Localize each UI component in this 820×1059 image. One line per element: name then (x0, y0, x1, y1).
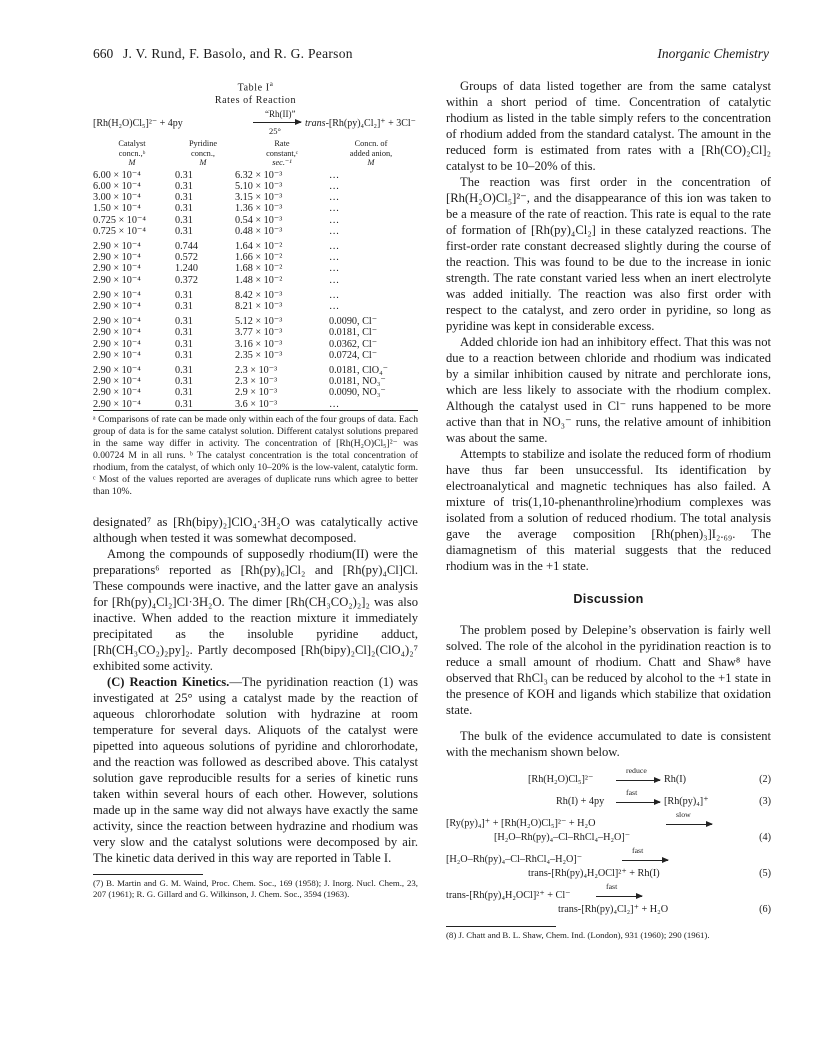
table-cell: 0.31 (175, 398, 193, 410)
table-row (93, 327, 413, 338)
reaction-arrow (616, 802, 660, 803)
table-cell: 1.66 × 10⁻² (235, 252, 283, 264)
paragraph: Among the compounds of supposedly rhodium(II) were the preparations⁶ reported as [Rh(py)₆]Cl₂ and [Rh(py)₄Cl]Cl. These compounds were inactive, and the latter gave an analysis for [Rh(py)₄Cl₂]Cl·3H₂O. The dimer [Rh(CH₃CO₂)₂]₂ was also inactive. When added to the reaction mixture it immediately precipitated as the insoluble pyridine adduct, [Rh(CH₃CO₂)₂py]₂. Partly decomposed [Rh(bipy)₂Cl]₂(ClO₄)₂⁷ exhibited some activity. (93, 546, 418, 673)
table-cell: 0.31 (175, 349, 193, 361)
table-cell: 0.31 (175, 225, 193, 237)
table-cell: 3.00 × 10⁻⁴ (93, 192, 141, 204)
table-cell: 0.0090, Cl⁻ (329, 316, 378, 328)
paragraph: Attempts to stabilize and isolate the reduced form of rhodium have thus far been unsuccessful. Its identification by electroanalytical and magnetic techniques has also failed. A mixture of tris(1,10-phenanthroline)rhodium complexes was isolated from a solution of reduced rhodium. The total analysis gave the average composition [Rh(phen)₃]I₂.₆₉. The diamagnetism of this material suggests that the reduced rhodium was in the +1 state. (446, 447, 771, 573)
table-row (93, 399, 413, 410)
equation-reactants: [Ry(py)₄]⁺ + [Rh(H₂O)Cl₅]²⁻ + H₂O (446, 818, 596, 829)
arrow-label: slow (676, 810, 691, 819)
table-cell: 3.77 × 10⁻³ (235, 327, 283, 339)
table-cell: 0.572 (175, 252, 198, 264)
reaction-arrow (666, 824, 712, 825)
equation-number: (6) (759, 904, 771, 915)
table-cell: … (329, 301, 340, 313)
rates-table (93, 139, 413, 410)
table-footnote: ᵃ Comparisons of rate can be made only within each of the four groups of data. Each group of data is for the same catalyst solution. Different catalyst solutions prepared in the same way differ in activity. The concentration of [Rh(H₂O)Cl₅]²⁻ was 0.00724 M in all runs. ᵇ The catalyst concentration is the total concentration of rhodium, from the catalyst, of which only 10–20% is the low-valent, catalytic form. ᶜ Most of the values reported are averages of duplicate runs which agree to better than 10%. (93, 413, 418, 497)
paragraph: The problem posed by Delepine’s observation is fairly well solved. The role of the alcohol in the pyridination reaction is to reduce a small amount of rhodium. Chatt and Shaw⁸ have observed that RhCl₃ can be reduced by alcohol to the +1 state in the presence of KOH and ligands which stabilize that oxidation state. (446, 623, 771, 717)
table-cell: 0.0181, Cl⁻ (329, 327, 378, 339)
table-row (93, 237, 413, 252)
mechanism-step (446, 766, 771, 788)
reaction-arrow (253, 122, 301, 123)
arrow-label: fast (632, 846, 644, 855)
column-header: Concn. of added anion, M (349, 139, 393, 168)
arrow-label: fast (626, 788, 638, 797)
table-subtitle: Rates of Reaction (214, 95, 297, 107)
reaction-arrow (616, 780, 660, 781)
table-cell: 8.42 × 10⁻³ (235, 289, 283, 301)
table-cell: 0.31 (175, 387, 193, 399)
column-header: Rate constant,ᶜ sec.⁻¹ (266, 139, 298, 168)
table-cell: 2.90 × 10⁻⁴ (93, 316, 141, 328)
equation-reactants: [Rh(H₂O)Cl₅]²⁻ (528, 774, 594, 785)
table-cell: … (329, 274, 340, 286)
equation-number: (2) (759, 774, 771, 785)
table-row (93, 203, 413, 214)
table-cell: 0.725 × 10⁻⁴ (93, 214, 146, 226)
footnote-rule (93, 874, 203, 875)
mechanism-step (446, 882, 771, 918)
table-cell: 2.90 × 10⁻⁴ (93, 241, 141, 253)
table-cell: 2.90 × 10⁻⁴ (93, 349, 141, 361)
table-cell: 3.6 × 10⁻³ (235, 398, 278, 410)
table-cell: … (329, 169, 340, 181)
table-cell: 0.31 (175, 301, 193, 313)
mechanism-step (446, 810, 771, 846)
journal-name: Inorganic Chemistry (657, 46, 769, 61)
section-heading-discussion: Discussion (573, 592, 644, 606)
table-cell: 2.90 × 10⁻⁴ (93, 252, 141, 264)
table-cell: 0.0181, ClO₄⁻ (329, 365, 389, 377)
table-cell: 2.90 × 10⁻⁴ (93, 301, 141, 313)
column-header: Catalyst concn.,ᵇ M (118, 139, 146, 168)
table-cell: 0.31 (175, 376, 193, 388)
column-header: Pyridine concn., M (188, 139, 218, 168)
paragraph: Added chloride ion had an inhibitory effect. That this was not due to a reaction between chloride and rhodium was indicated by a similar inhibition caused by nitrate and perchlorate ions, which are less likely to associate with the rhodium complex. Although the catalyst used in Cl⁻ runs happened to be more active than that in NO₃⁻ runs, the relative amount of inhibition was about the same. (446, 335, 771, 445)
table-row (93, 181, 413, 192)
table-cell: 0.31 (175, 181, 193, 193)
equation-catalyst: “Rh(II)” (265, 109, 296, 120)
equation-rhs: trans-[Rh(py)₄Cl₂]⁺ + 3Cl⁻ (305, 118, 416, 130)
paragraph: The bulk of the evidence accumulated to date is consistent with the mechanism shown below. (446, 729, 771, 759)
table-cell: 2.90 × 10⁻⁴ (93, 289, 141, 301)
table-cell: 2.90 × 10⁻⁴ (93, 327, 141, 339)
table-cell: 5.12 × 10⁻³ (235, 316, 283, 328)
table-cell: … (329, 289, 340, 301)
table-cell: 1.48 × 10⁻² (235, 274, 283, 286)
table-row (93, 312, 413, 327)
table-cell: 2.3 × 10⁻³ (235, 376, 278, 388)
table-cell: 2.3 × 10⁻³ (235, 365, 278, 377)
table-cell: 1.50 × 10⁻⁴ (93, 203, 141, 215)
table-cell: 0.31 (175, 365, 193, 377)
table-cell: 0.31 (175, 289, 193, 301)
table-row (93, 192, 413, 203)
table-cell: 1.68 × 10⁻² (235, 263, 283, 275)
table-cell: 0.31 (175, 316, 193, 328)
mechanism-equations (446, 766, 771, 918)
reaction-arrow (596, 896, 642, 897)
table-row (93, 350, 413, 361)
table-title: Table $I^a$ (237, 80, 274, 94)
equation-reactants: Rh(I) + 4py (556, 796, 605, 807)
table-rule (93, 410, 418, 411)
table-cell: … (329, 241, 340, 253)
table-row (93, 286, 413, 301)
table-row (93, 361, 413, 376)
table-row (93, 376, 413, 387)
table-cell: 1.36 × 10⁻³ (235, 203, 283, 215)
table-cell: 0.31 (175, 327, 193, 339)
footnote-rule (446, 926, 556, 927)
table-cell: 8.21 × 10⁻³ (235, 301, 283, 313)
table-cell: 0.31 (175, 169, 193, 181)
table-cell: … (329, 181, 340, 193)
paragraph: The reaction was first order in the concentration of [Rh(H₂O)Cl₅]²⁻, and the disappearance of this ion was taken to be a measure of the rate of reaction. This rate is equal to the rate of formation of [Rh(py)₄Cl₂] in these catalyzed reactions. The first-order rate constant decreased slightly during the course of the reaction. This was found to be due to the increase in ionic strength. The rate constant varied less when an inert electrolyte was added initially. The reaction was also first order with respect to the catalyst, and zero order in pyridine, so long as pyridine was kept in considerable excess. (446, 175, 771, 333)
table-cell: 3.16 × 10⁻³ (235, 338, 283, 350)
table-cell: 5.10 × 10⁻³ (235, 181, 283, 193)
table-equation (93, 109, 418, 137)
running-authors: J. V. Rund, F. Basolo, and R. G. Pearson (123, 46, 353, 61)
table-cell: 2.35 × 10⁻³ (235, 349, 283, 361)
section-heading: (C) Reaction Kinetics. (107, 674, 230, 689)
right-column (446, 78, 771, 941)
equation-reactants: [H₂O–Rh(py)₄–Cl–RhCl₄–H₂O]⁻ (446, 854, 583, 865)
table-row (93, 215, 413, 226)
equation-products: trans-[Rh(py)₄H₂OCl]²⁺ + Rh(I) (528, 868, 660, 879)
table-cell: 0.0362, Cl⁻ (329, 338, 378, 350)
table-cell: 0.31 (175, 214, 193, 226)
left-column (93, 78, 418, 900)
table-row (93, 263, 413, 274)
table-cell: 2.90 × 10⁻⁴ (93, 376, 141, 388)
equation-products: Rh(I) (664, 774, 687, 785)
table-cell: 2.90 × 10⁻⁴ (93, 338, 141, 350)
table-cell: 6.32 × 10⁻³ (235, 169, 283, 181)
equation-reactants: trans-[Rh(py)₄H₂OCl]²⁺ + Cl⁻ (446, 890, 571, 901)
table-cell: 0.725 × 10⁻⁴ (93, 225, 146, 237)
table-cell: 2.9 × 10⁻³ (235, 387, 278, 399)
equation-number: (4) (759, 832, 771, 843)
paragraph: designated⁷ as [Rh(bipy)₂]ClO₄·3H₂O was catalytically active although when tested it was somewhat decomposed. (93, 514, 418, 545)
table-cell: … (329, 398, 340, 410)
reference-8: (8) J. Chatt and B. L. Shaw, Chem. Ind. (London), 931 (1960); 290 (1961). (446, 930, 710, 940)
table-cell: … (329, 263, 340, 275)
running-header (93, 46, 769, 66)
table-cell: 0.31 (175, 192, 193, 204)
table-cell: 2.90 × 10⁻⁴ (93, 365, 141, 377)
table-cell: 0.0724, Cl⁻ (329, 349, 378, 361)
equation-products: [Rh(py)₄]⁺ (664, 796, 709, 807)
reference-7: (7) B. Martin and G. M. Waind, Proc. Chem. Soc., 169 (1958); J. Inorg. Nucl. Chem., 23, 207 (1961); R. G. Gillard and G. Wilkinson, J. Chem. Soc., 3594 (1963). (93, 877, 418, 899)
page-number: 660 (93, 46, 114, 61)
table-cell: 1.240 (175, 263, 198, 275)
paragraph: (C) Reaction Kinetics.—The pyridination reaction (1) was investigated at 25° using a catalyst made by the reaction of aqueous chlororhodate solution with hydrazine at room temperature for several days. Aliquots of the catalyst were pipetted into aqueous solutions of pyridine and chlororhodate, and the reaction was followed as described above. This catalyst solution gave reproducible results for a series of kinetic runs taken within several hours of each other. However, solutions made up in the same way did not always have exactly the same activity, since the reaction between hydrazine and rhodium was very slow and the catalyst solutions were decomposed by air. The kinetic data derived in this way are reported in Table I. (93, 674, 418, 865)
table-cell: 0.31 (175, 203, 193, 215)
mechanism-step (446, 788, 771, 810)
table-cell: 3.15 × 10⁻³ (235, 192, 283, 204)
equation-temperature: 25° (269, 126, 281, 137)
table-cell: 2.90 × 10⁻⁴ (93, 274, 141, 286)
table-cell: … (329, 225, 340, 237)
equation-number: (3) (759, 796, 771, 807)
table-cell: … (329, 214, 340, 226)
table-row (93, 339, 413, 350)
table-row (93, 226, 413, 237)
mechanism-step (446, 846, 771, 882)
table-row (93, 301, 413, 312)
equation-lhs: [Rh(H₂O)Cl₅]²⁻ + 4py (93, 118, 183, 130)
equation-products: trans-[Rh(py)₄Cl₂]⁺ + H₂O (558, 904, 669, 915)
table-cell: 0.0090, NO₃⁻ (329, 387, 386, 399)
equation-products: [H₂O–Rh(py)₄–Cl–RhCl₄–H₂O]⁻ (494, 832, 631, 843)
table-row (93, 275, 413, 286)
table-cell: 6.00 × 10⁻⁴ (93, 181, 141, 193)
table-cell: … (329, 203, 340, 215)
table-cell: 1.64 × 10⁻² (235, 241, 283, 253)
table-cell: 0.0181, NO₃⁻ (329, 376, 386, 388)
table-cell: 2.90 × 10⁻⁴ (93, 263, 141, 275)
table-cell: 2.90 × 10⁻⁴ (93, 398, 141, 410)
arrow-label: fast (606, 882, 618, 891)
table-row (93, 170, 413, 181)
table-cell: 0.54 × 10⁻³ (235, 214, 283, 226)
equation-number: (5) (759, 868, 771, 879)
reaction-arrow (622, 860, 668, 861)
table-row (93, 387, 413, 398)
table-cell: … (329, 252, 340, 264)
table-cell: 6.00 × 10⁻⁴ (93, 169, 141, 181)
table-row (93, 252, 413, 263)
table-cell: 0.31 (175, 338, 193, 350)
arrow-label: reduce (626, 766, 647, 775)
table-cell: 0.744 (175, 241, 198, 253)
table-cell: 0.48 × 10⁻³ (235, 225, 283, 237)
paragraph: Groups of data listed together are from the same catalyst within a short period of time. Concentration of catalytic rhodium as listed in the table simply refers to the concentration of rhodium added from the standard catalyst. The amount in the reduced form is estimated from rates with a [Rh(CO)₂Cl]₂ catalyst to be 10–20% of this. (446, 79, 771, 173)
table-cell: 2.90 × 10⁻⁴ (93, 387, 141, 399)
table-cell: 0.372 (175, 274, 198, 286)
table-cell: … (329, 192, 340, 204)
